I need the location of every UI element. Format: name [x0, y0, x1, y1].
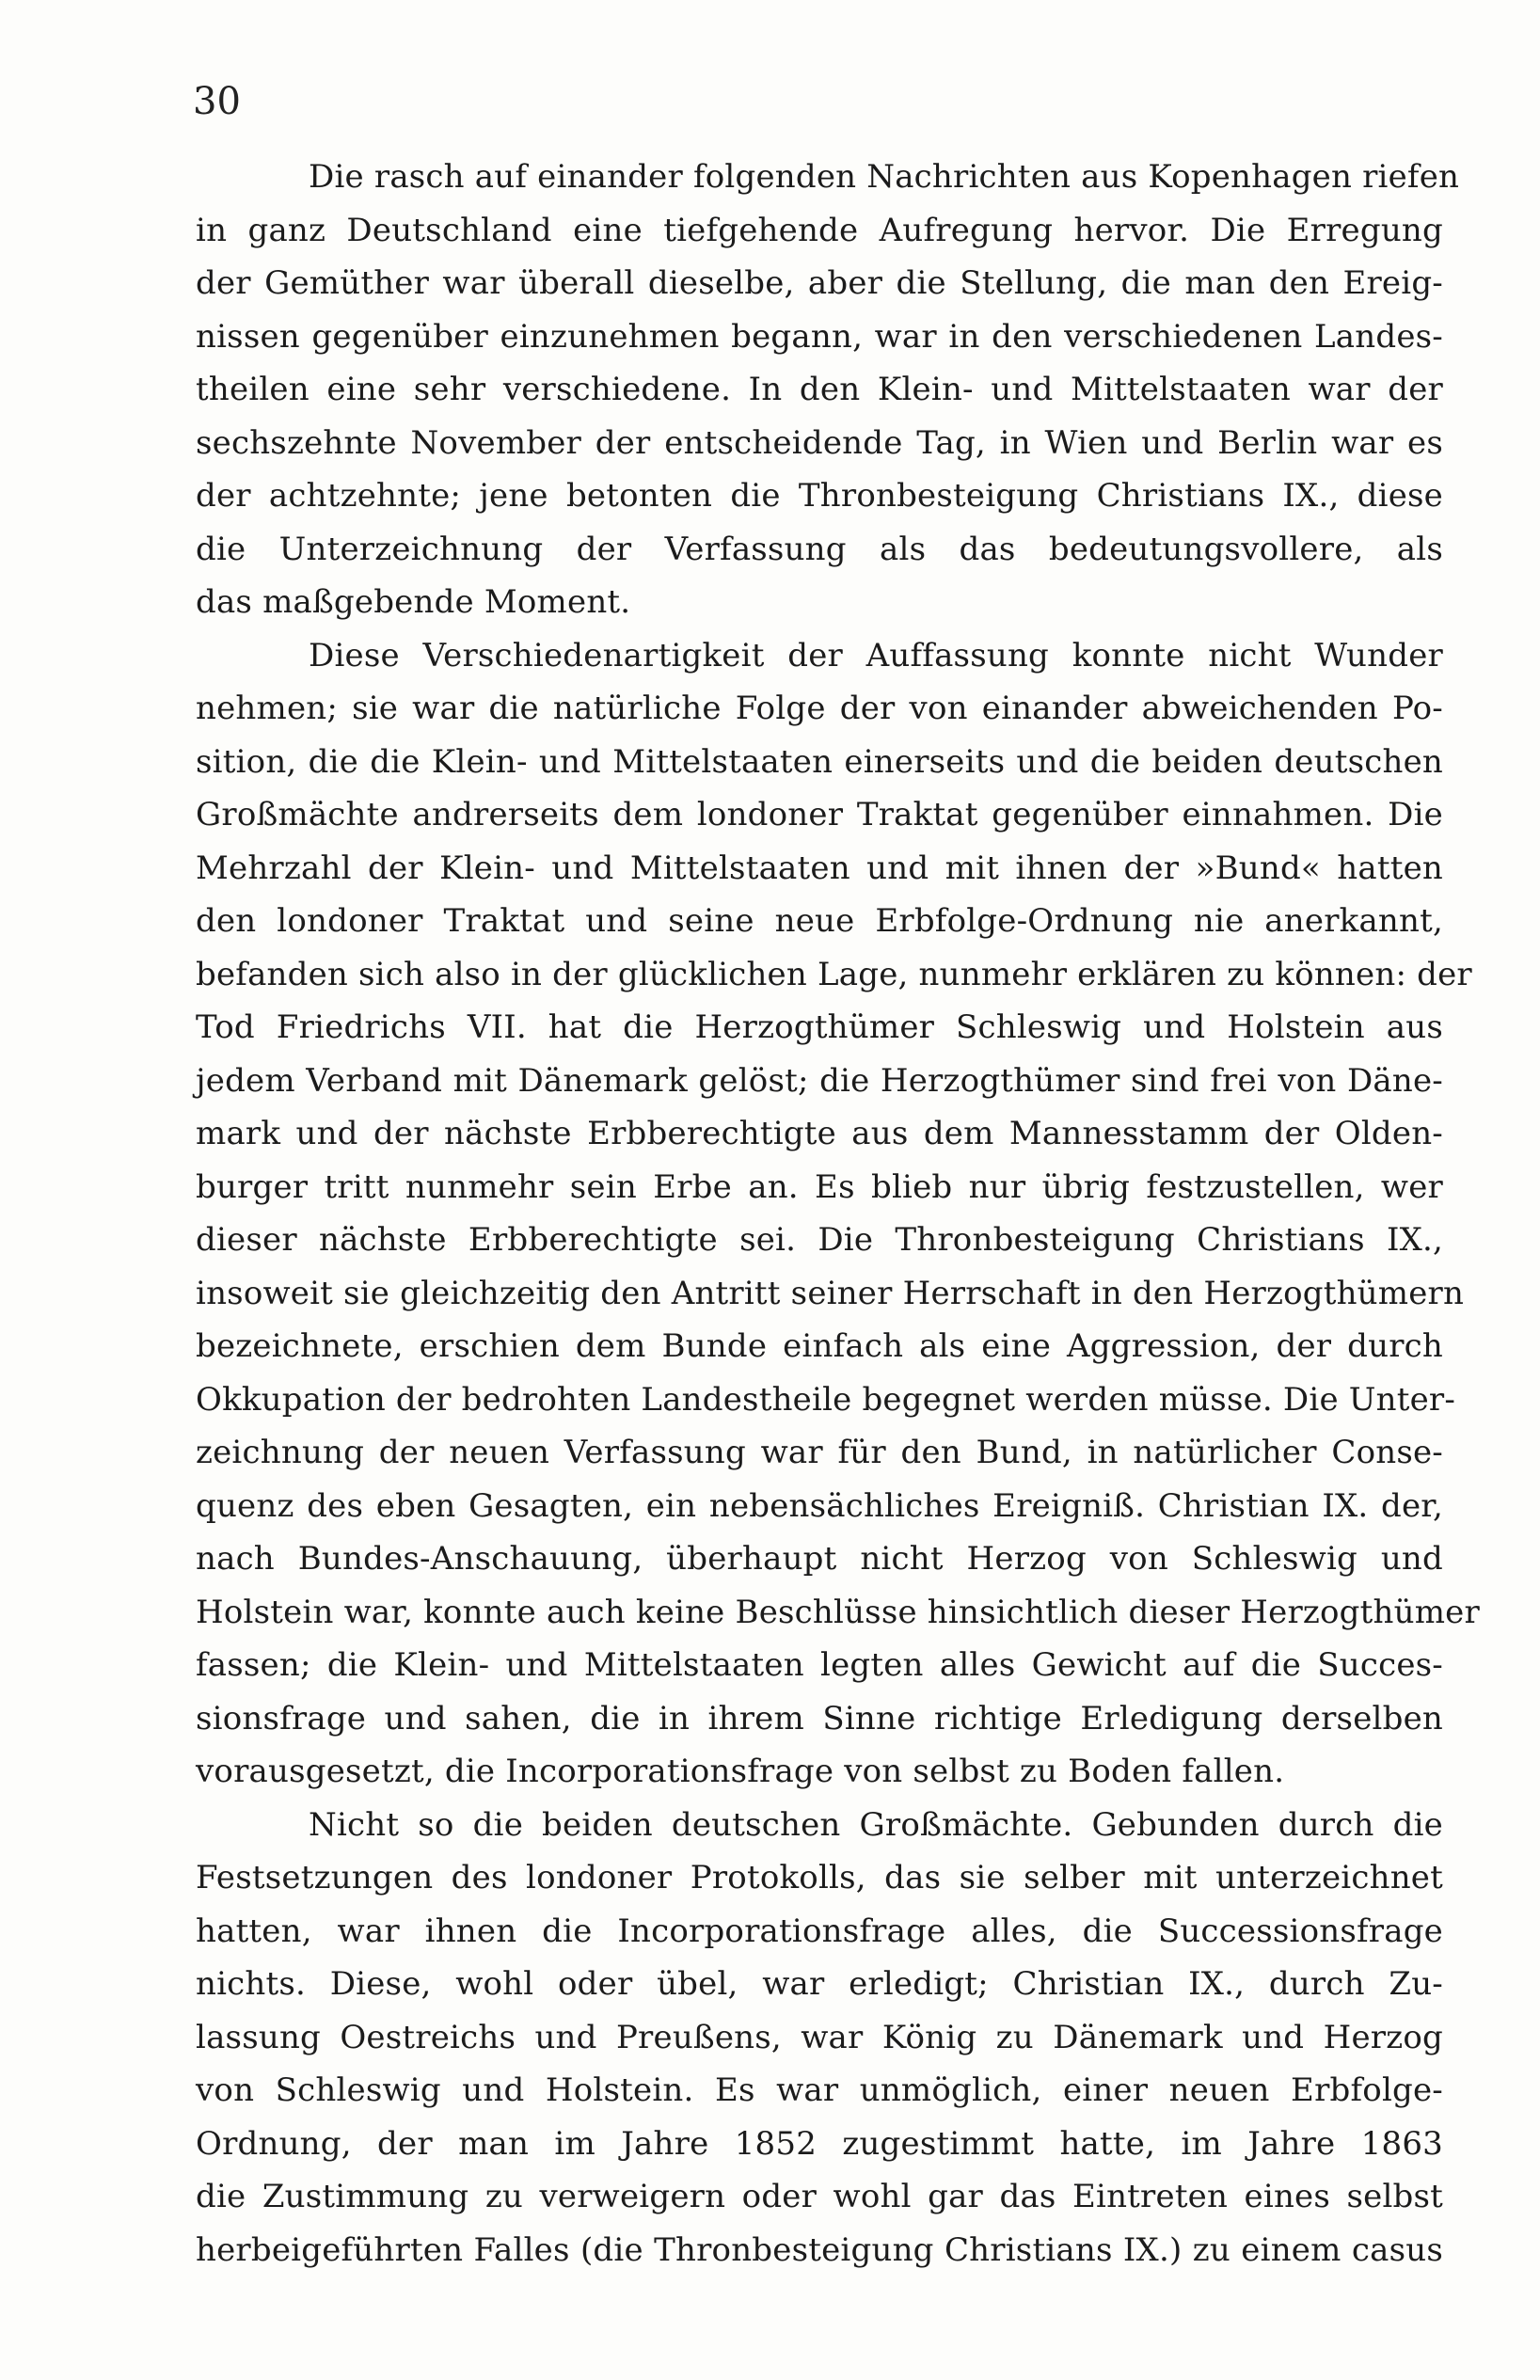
- text-line: bezeichnete, erschien dem Bunde einfach als eine Aggression, der durch: [196, 1327, 1443, 1365]
- text-line: theilen eine sehr verschiedene. In den Klein- und Mittelstaaten war der: [196, 371, 1443, 408]
- body-text: [196, 151, 1480, 2277]
- text-line: nichts. Diese, wohl oder übel, war erledigt; Christian IX., durch Zu-: [196, 1965, 1443, 2003]
- text-line: burger tritt nunmehr sein Erbe an. Es blieb nur übrig festzustellen, wer: [196, 1167, 1443, 1206]
- page-number: 30: [193, 80, 241, 123]
- text-line: hatten, war ihnen die Incorporationsfrage alles, die Successionsfrage: [196, 1912, 1443, 1950]
- text-line: vorausgesetzt, die Incorporationsfrage von selbst zu Boden fallen.: [196, 1753, 1285, 1790]
- text-line: sionsfrage und sahen, die in ihrem Sinne richtige Erledigung derselben: [196, 1699, 1443, 1737]
- text-line: Nicht so die beiden deutschen Großmächte. Gebunden durch die: [309, 1805, 1443, 1844]
- text-line: Tod Friedrichs VII. hat die Herzogthümer Schleswig und Holstein aus: [196, 1008, 1443, 1046]
- text-line: in ganz Deutschland eine tiefgehende Aufregung hervor. Die Erregung: [196, 211, 1443, 249]
- text-line: mark und der nächste Erbberechtigte aus dem Mannesstamm der Olden-: [196, 1115, 1443, 1152]
- text-line: quenz des eben Gesagten, ein nebensächliches Ereigniß. Christian IX. der,: [196, 1486, 1443, 1525]
- text-line: der achtzehnte; jene betonten die Thronbesteigung Christians IX., diese: [196, 477, 1443, 515]
- text-line: Diese Verschiedenartigkeit der Auffassung konnte nicht Wunder: [309, 636, 1443, 674]
- text-line: Okkupation der bedrohten Landestheile begegnet werden müsse. Die Unter-: [196, 1380, 1456, 1419]
- text-line: nissen gegenüber einzunehmen begann, war in den verschiedenen Landes-: [196, 317, 1443, 356]
- text-line: dieser nächste Erbberechtigte sei. Die Thronbesteigung Christians IX.,: [196, 1221, 1443, 1259]
- text-line: Mehrzahl der Klein- und Mittelstaaten und mit ihnen der »Bund« hatten: [196, 849, 1443, 887]
- text-line: Großmächte andrerseits dem londoner Traktat gegenüber einnahmen. Die: [196, 796, 1443, 833]
- text-line: nach Bundes-Anschauung, überhaupt nicht Herzog von Schleswig und: [196, 1540, 1443, 1578]
- text-line: die Zustimmung zu verweigern oder wohl gar das Eintreten eines selbst: [196, 2178, 1443, 2215]
- text-line: lassung Oestreichs und Preußens, war König zu Dänemark und Herzog: [196, 2018, 1443, 2056]
- text-line: den londoner Traktat und seine neue Erbfolge-Ordnung nie anerkannt,: [196, 902, 1443, 940]
- text-line: von Schleswig und Holstein. Es war unmöglich, einer neuen Erbfolge-: [196, 2071, 1443, 2109]
- text-line: Holstein war, konnte auch keine Beschlüsse hinsichtlich dieser Herzogthümer: [196, 1593, 1480, 1631]
- text-line: Die rasch auf einander folgenden Nachrichten aus Kopenhagen riefen: [309, 158, 1460, 196]
- text-line: sechszehnte November der entscheidende Tag, in Wien und Berlin war es: [196, 423, 1443, 462]
- text-line: fassen; die Klein- und Mittelstaaten legten alles Gewicht auf die Succes-: [196, 1646, 1443, 1684]
- text-line: herbeigeführten Falles (die Thronbesteigung Christians IX.) zu einem casus: [196, 2230, 1443, 2269]
- text-line: Festsetzungen des londoner Protokolls, das sie selber mit unterzeichnet: [196, 1859, 1443, 1896]
- text-line: sition, die die Klein- und Mittelstaaten einerseits und die beiden deutschen: [196, 742, 1443, 781]
- text-line: Ordnung, der man im Jahre 1852 zugestimmt hatte, im Jahre 1863: [196, 2124, 1443, 2163]
- text-line: der Gemüther war überall dieselbe, aber die Stellung, die man den Ereig-: [196, 264, 1443, 302]
- text-line: jedem Verband mit Dänemark gelöst; die Herzogthümer sind frei von Däne-: [196, 1061, 1443, 1100]
- text-line: das maßgebende Moment.: [196, 583, 631, 621]
- text-line: befanden sich also in der glücklichen Lage, nunmehr erklären zu können: der: [196, 955, 1472, 993]
- text-line: nehmen; sie war die natürliche Folge der von einander abweichenden Po-: [196, 690, 1443, 727]
- text-line: zeichnung der neuen Verfassung war für den Bund, in natürlicher Conse-: [196, 1434, 1443, 1471]
- text-line: die Unterzeichnung der Verfassung als das bedeutungsvollere, als: [196, 530, 1443, 568]
- text-line: insoweit sie gleichzeitig den Antritt seiner Herrschaft in den Herzogthümern: [196, 1274, 1465, 1312]
